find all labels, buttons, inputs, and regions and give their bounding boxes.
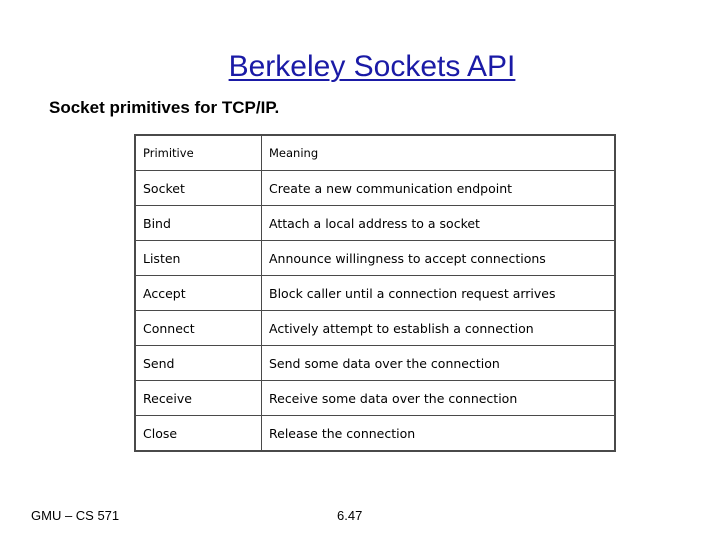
primitive-cell: Close bbox=[135, 416, 262, 452]
meaning-cell: Release the connection bbox=[262, 416, 616, 452]
slide-title: Berkeley Sockets API bbox=[228, 50, 516, 83]
primitive-cell: Connect bbox=[135, 311, 262, 346]
table-row bbox=[135, 416, 615, 452]
primitive-cell: Receive bbox=[135, 381, 262, 416]
table-row bbox=[135, 311, 615, 346]
primitive-cell: Socket bbox=[135, 171, 262, 206]
footer-page-number: 6.47 bbox=[337, 508, 363, 523]
meaning-cell: Block caller until a connection request arrives bbox=[262, 276, 616, 311]
meaning-cell: Announce willingness to accept connections bbox=[262, 241, 616, 276]
meaning-cell: Create a new communication endpoint bbox=[262, 171, 616, 206]
table-header-row bbox=[135, 135, 615, 171]
table-row bbox=[135, 206, 615, 241]
meaning-cell: Receive some data over the connection bbox=[262, 381, 616, 416]
meaning-cell: Actively attempt to establish a connection bbox=[262, 311, 616, 346]
table-row bbox=[135, 171, 615, 206]
socket-primitives-table bbox=[134, 134, 616, 452]
header-meaning: Meaning bbox=[262, 135, 616, 171]
slide-subtitle: Socket primitives for TCP/IP. bbox=[49, 98, 280, 117]
table-row bbox=[135, 381, 615, 416]
table-row bbox=[135, 241, 615, 276]
primitive-cell: Accept bbox=[135, 276, 262, 311]
meaning-cell: Attach a local address to a socket bbox=[262, 206, 616, 241]
primitive-cell: Send bbox=[135, 346, 262, 381]
primitive-cell: Bind bbox=[135, 206, 262, 241]
table-row bbox=[135, 346, 615, 381]
footer-course: GMU – CS 571 bbox=[31, 508, 120, 523]
primitive-cell: Listen bbox=[135, 241, 262, 276]
header-primitive: Primitive bbox=[135, 135, 262, 171]
meaning-cell: Send some data over the connection bbox=[262, 346, 616, 381]
table-row bbox=[135, 276, 615, 311]
